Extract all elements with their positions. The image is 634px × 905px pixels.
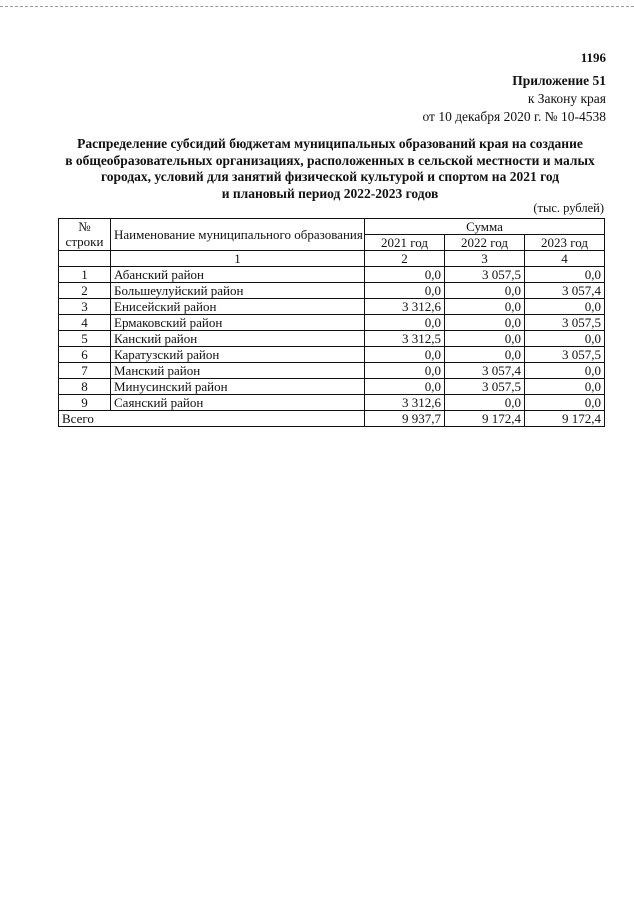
value-2021-cell: 0,0 bbox=[365, 379, 445, 395]
value-2023-cell: 0,0 bbox=[525, 331, 605, 347]
value-2022-cell: 0,0 bbox=[445, 315, 525, 331]
value-2021-cell: 0,0 bbox=[365, 347, 445, 363]
appendix-law: к Закону края bbox=[527, 91, 606, 106]
value-2023-cell: 0,0 bbox=[525, 267, 605, 283]
row-number-cell: 8 bbox=[59, 379, 111, 395]
municipality-name-cell: Енисейский район bbox=[111, 299, 365, 315]
total-row bbox=[59, 411, 605, 427]
value-2023-cell: 3 057,4 bbox=[525, 283, 605, 299]
value-2022-cell: 3 057,5 bbox=[445, 379, 525, 395]
table-row bbox=[59, 299, 605, 315]
table-row bbox=[59, 363, 605, 379]
table-row bbox=[59, 347, 605, 363]
municipality-name-cell: Манский район bbox=[111, 363, 365, 379]
value-2022-cell: 0,0 bbox=[445, 331, 525, 347]
title-line-4: и плановый период 2022-2023 годов bbox=[221, 185, 439, 201]
header-row-1 bbox=[59, 219, 605, 235]
header-sum: Сумма bbox=[365, 219, 605, 235]
value-2023-cell: 0,0 bbox=[525, 379, 605, 395]
row-number-cell: 3 bbox=[59, 299, 111, 315]
value-2023-cell: 0,0 bbox=[525, 363, 605, 379]
row-number-cell: 9 bbox=[59, 395, 111, 411]
municipality-name-cell: Каратузский район bbox=[111, 347, 365, 363]
column-number-row bbox=[59, 251, 605, 267]
municipality-name-cell: Минусинский район bbox=[111, 379, 365, 395]
table-row bbox=[59, 331, 605, 347]
value-2023-cell: 3 057,5 bbox=[525, 315, 605, 331]
total-v2022-cell: 9 172,4 bbox=[445, 411, 525, 427]
value-2021-cell: 3 312,6 bbox=[365, 299, 445, 315]
value-2021-cell: 0,0 bbox=[365, 283, 445, 299]
title-line-3: городах, условий для занятий физической культурой и спортом на 2021 год bbox=[100, 169, 560, 184]
header-year-2022: 2022 год bbox=[445, 235, 525, 251]
header-row-number bbox=[59, 219, 111, 251]
scan-edge-line bbox=[0, 6, 634, 10]
colnum-cell bbox=[59, 251, 111, 267]
header-no-sign: № bbox=[78, 219, 91, 234]
colnum-cell: 1 bbox=[111, 251, 365, 267]
colnum-cell: 2 bbox=[365, 251, 445, 267]
total-v2023-cell: 9 172,4 bbox=[525, 411, 605, 427]
appendix-block bbox=[422, 72, 606, 126]
document-title bbox=[60, 136, 600, 202]
table-row bbox=[59, 315, 605, 331]
value-2023-cell: 3 057,5 bbox=[525, 347, 605, 363]
title-line-2: в общеобразовательных организациях, расположенных в сельской местности и малых bbox=[65, 152, 595, 168]
total-label-cell: Всего bbox=[59, 411, 365, 427]
header-year-2023: 2023 год bbox=[525, 235, 605, 251]
row-number-cell: 7 bbox=[59, 363, 111, 379]
page-number: 1196 bbox=[580, 50, 606, 65]
units-label: (тыс. рублей) bbox=[533, 201, 604, 215]
subsidy-table bbox=[58, 218, 605, 427]
table-row bbox=[59, 379, 605, 395]
row-number-cell: 5 bbox=[59, 331, 111, 347]
header-no-label: строки bbox=[65, 234, 104, 249]
municipality-name-cell: Ермаковский район bbox=[111, 315, 365, 331]
value-2021-cell: 0,0 bbox=[365, 315, 445, 331]
total-v2021-cell: 9 937,7 bbox=[365, 411, 445, 427]
appendix-date: от 10 декабря 2020 г. № 10-4538 bbox=[422, 109, 606, 124]
colnum-cell: 4 bbox=[525, 251, 605, 267]
row-number-cell: 2 bbox=[59, 283, 111, 299]
value-2022-cell: 3 057,5 bbox=[445, 267, 525, 283]
row-number-cell: 1 bbox=[59, 267, 111, 283]
header-municipality-name: Наименование муниципального образования bbox=[111, 219, 365, 251]
value-2021-cell: 0,0 bbox=[365, 363, 445, 379]
value-2021-cell: 0,0 bbox=[365, 267, 445, 283]
value-2021-cell: 3 312,5 bbox=[365, 331, 445, 347]
value-2022-cell: 0,0 bbox=[445, 347, 525, 363]
row-number-cell: 6 bbox=[59, 347, 111, 363]
header-year-2021: 2021 год bbox=[365, 235, 445, 251]
value-2021-cell: 3 312,6 bbox=[365, 395, 445, 411]
value-2022-cell: 0,0 bbox=[445, 283, 525, 299]
municipality-name-cell: Большеулуйский район bbox=[111, 283, 365, 299]
municipality-name-cell: Абанский район bbox=[111, 267, 365, 283]
municipality-name-cell: Канский район bbox=[111, 331, 365, 347]
value-2022-cell: 0,0 bbox=[445, 395, 525, 411]
appendix-number: Приложение 51 bbox=[512, 73, 606, 88]
table-row bbox=[59, 395, 605, 411]
row-number-cell: 4 bbox=[59, 315, 111, 331]
table-row bbox=[59, 267, 605, 283]
title-line-1: Распределение субсидий бюджетам муниципальных образований края на создание bbox=[77, 136, 583, 151]
value-2022-cell: 0,0 bbox=[445, 299, 525, 315]
table-row bbox=[59, 283, 605, 299]
value-2022-cell: 3 057,4 bbox=[445, 363, 525, 379]
municipality-name-cell: Саянский район bbox=[111, 395, 365, 411]
value-2023-cell: 0,0 bbox=[525, 395, 605, 411]
table-body bbox=[59, 219, 605, 427]
colnum-cell: 3 bbox=[445, 251, 525, 267]
value-2023-cell: 0,0 bbox=[525, 299, 605, 315]
